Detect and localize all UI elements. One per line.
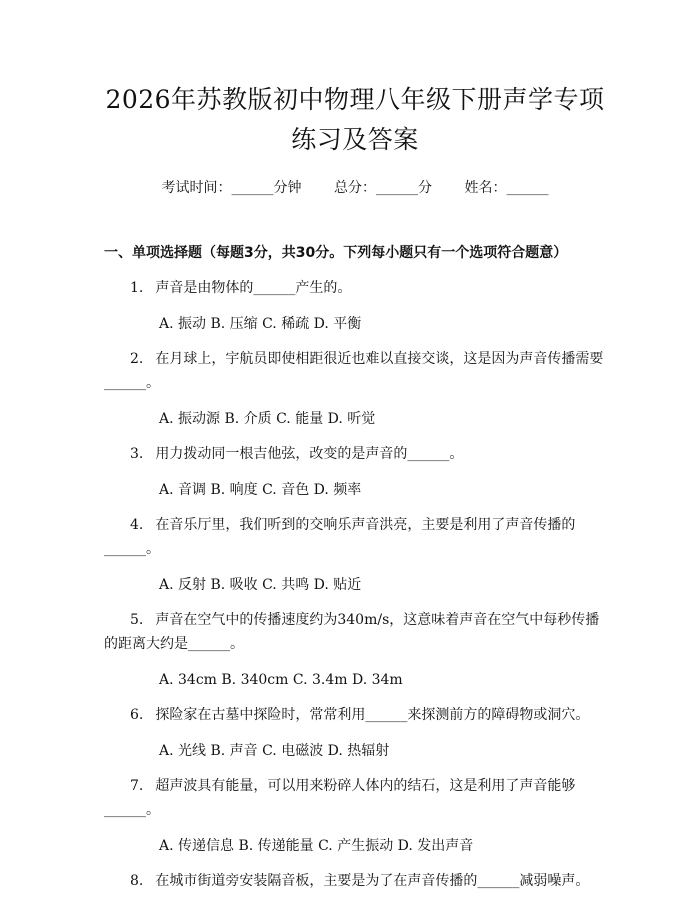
question-options: A. 传递信息 B. 传递能量 C. 产生振动 D. 发出声音: [159, 838, 474, 854]
question-text: 探险家在古墓中探险时，常常利用______来探测前方的障碍物或洞穴。: [155, 707, 590, 723]
total-score: 总分：______分: [334, 180, 432, 196]
question-number: 4.: [130, 517, 144, 533]
title-line-1: 2026年苏教版初中物理八年级下册声学专项: [105, 85, 605, 114]
question-item: [104, 703, 606, 761]
question-number: 5.: [130, 612, 144, 628]
question-options: A. 反射 B. 吸收 C. 共鸣 D. 贴近: [159, 577, 362, 593]
question-item: [104, 869, 606, 893]
student-name: 姓名：______: [464, 180, 549, 196]
question-text: 在月球上，宇航员即使相距很近也难以直接交谈，这是因为声音传播需要______。: [104, 351, 604, 391]
question-item: [104, 347, 606, 429]
question-options: A. 振动源 B. 介质 C. 能量 D. 听觉: [159, 411, 376, 427]
question-stem: [104, 869, 606, 893]
question-stem: [104, 608, 606, 656]
question-options: A. 34cm B. 340cm C. 3.4m D. 34m: [159, 672, 403, 688]
document-title: [104, 0, 606, 160]
question-item: [104, 774, 606, 856]
question-stem: [104, 442, 606, 466]
question-options: A. 振动 B. 压缩 C. 稀疏 D. 平衡: [159, 316, 362, 332]
question-item: [104, 442, 606, 500]
exam-meta: [104, 178, 606, 198]
question-number: 1.: [130, 280, 144, 296]
question-text: 超声波具有能量，可以用来粉碎人体内的结石，这是利用了声音能够______。: [104, 778, 576, 818]
question-item: [104, 608, 606, 690]
title-line-2: 练习及答案: [291, 125, 419, 154]
question-number: 3.: [130, 446, 144, 462]
question-options: A. 光线 B. 声音 C. 电磁波 D. 热辐射: [159, 743, 390, 759]
exam-time: 考试时间：______分钟: [161, 180, 302, 196]
question-text: 在城市街道旁安装隔音板，主要是为了在声音传播的______减弱噪声。: [155, 873, 590, 889]
question-text: 声音在空气中的传播速度约为340m/s，这意味着声音在空气中每秒传播的距离大约是______。: [104, 612, 600, 652]
question-number: 8.: [130, 873, 144, 889]
section-heading: 一、单项选择题（每题3分，共30分。下列每小题只有一个选项符合题意）: [104, 245, 568, 261]
question-stem: [104, 774, 606, 822]
question-list: [104, 276, 606, 893]
question-number: 6.: [130, 707, 144, 723]
question-stem: [104, 276, 606, 300]
question-text: 声音是由物体的______产生的。: [155, 280, 352, 296]
question-number: 7.: [130, 778, 144, 794]
question-text: 用力拨动同一根吉他弦，改变的是声音的______。: [155, 446, 464, 462]
question-item: [104, 276, 606, 334]
question-stem: [104, 703, 606, 727]
question-number: 2.: [130, 351, 144, 367]
question-item: [104, 513, 606, 595]
question-text: 在音乐厅里，我们听到的交响乐声音洪亮，主要是利用了声音传播的______。: [104, 517, 576, 557]
question-options: A. 音调 B. 响度 C. 音色 D. 频率: [159, 482, 362, 498]
question-stem: [104, 347, 606, 395]
question-stem: [104, 513, 606, 561]
